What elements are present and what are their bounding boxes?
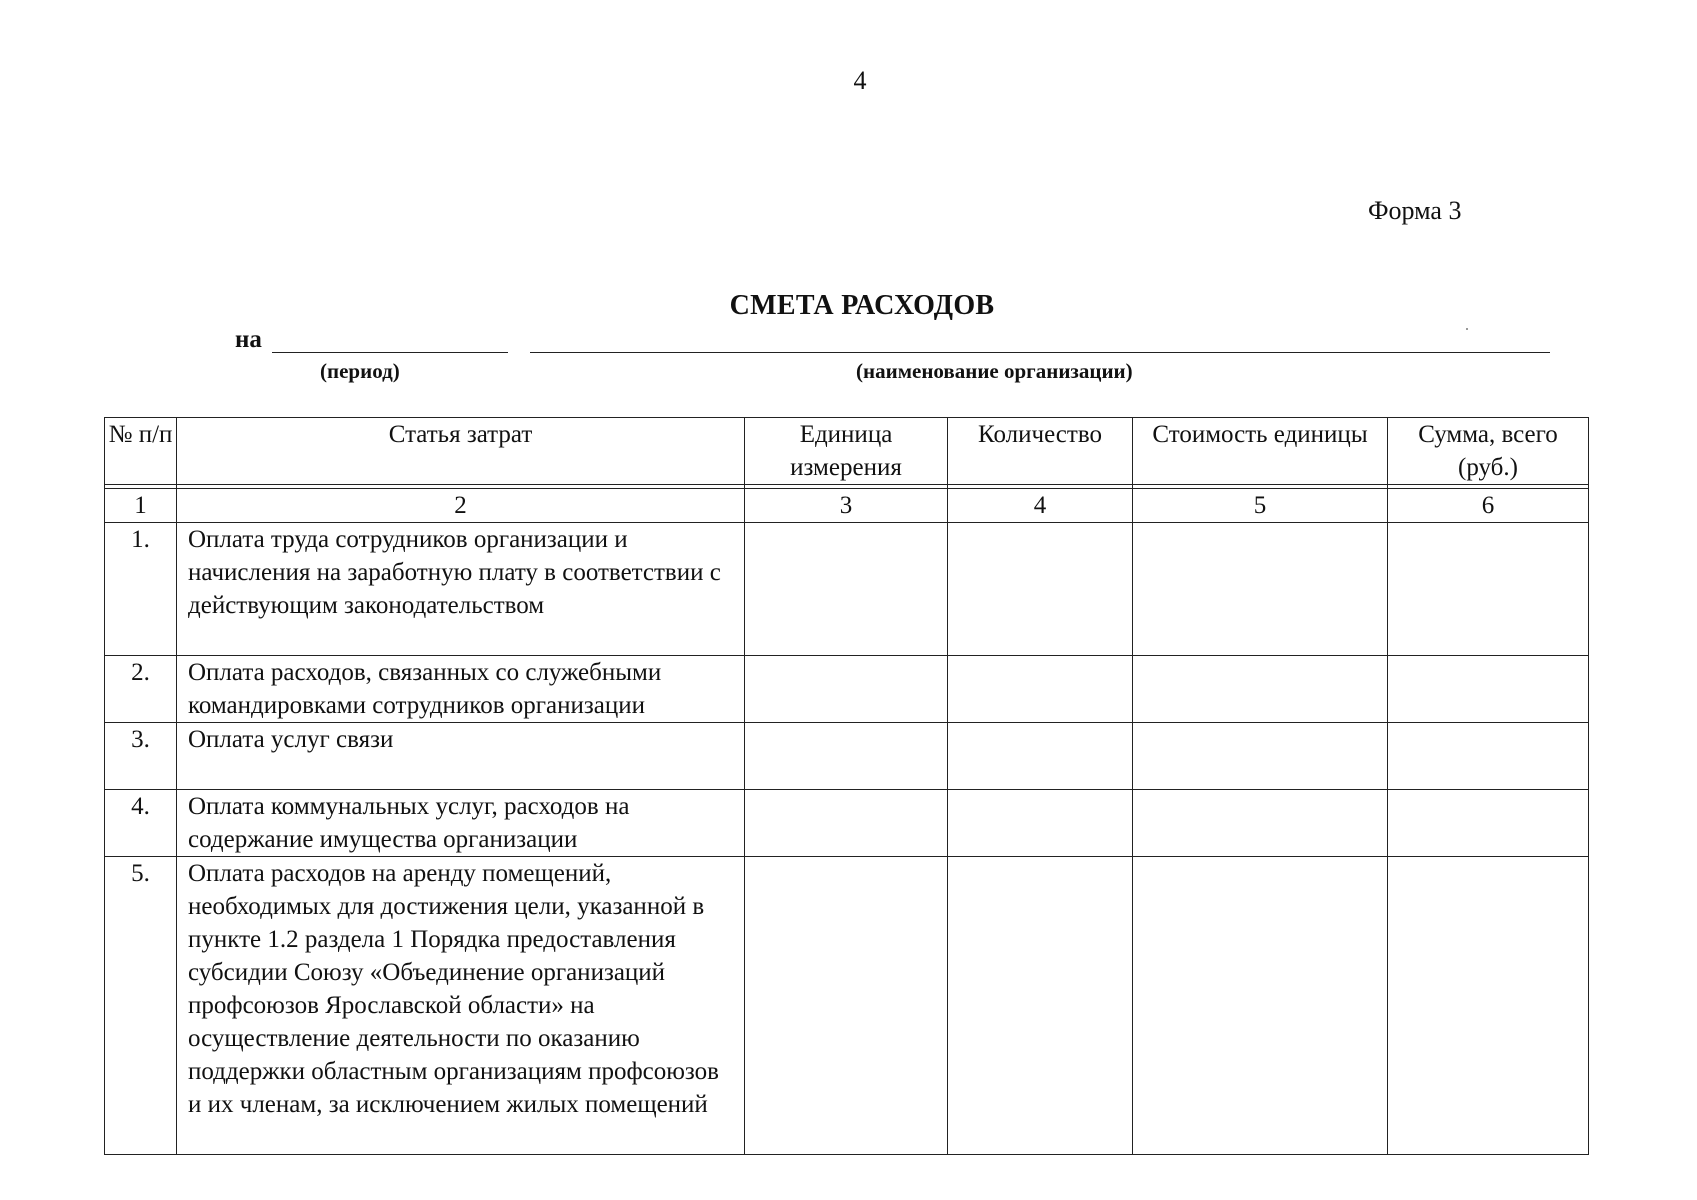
- unit-cell[interactable]: [745, 723, 948, 790]
- unit-cost-cell[interactable]: [1133, 857, 1388, 1155]
- row-number: 1.: [105, 523, 177, 656]
- total-cell[interactable]: [1388, 790, 1589, 857]
- header-total: Сумма, всего (руб.): [1388, 418, 1589, 485]
- unit-cell[interactable]: [745, 523, 948, 656]
- header-unit-cost: Стоимость единицы: [1133, 418, 1388, 485]
- row-number: 4.: [105, 790, 177, 857]
- total-cell[interactable]: [1388, 523, 1589, 656]
- expense-item: Оплата услуг связи: [177, 723, 745, 790]
- unit-cost-cell[interactable]: [1133, 656, 1388, 723]
- page-number: 4: [853, 66, 867, 95]
- quantity-cell[interactable]: [948, 523, 1133, 656]
- header-unit: Единица измерения: [745, 418, 948, 485]
- organization-caption: (наименование организации): [856, 359, 1133, 383]
- table-header-row: [105, 418, 1589, 485]
- header-number: № п/п: [105, 418, 177, 485]
- column-number: 1: [105, 489, 177, 523]
- organization-blank-line[interactable]: [530, 352, 1550, 353]
- scan-speck: [1466, 328, 1468, 330]
- unit-cell[interactable]: [745, 656, 948, 723]
- column-number: 3: [745, 489, 948, 523]
- expense-table-container: [104, 417, 1588, 1155]
- expense-table: [104, 417, 1589, 1155]
- quantity-cell[interactable]: [948, 656, 1133, 723]
- table-row: [105, 857, 1589, 1155]
- period-caption: (период): [320, 359, 400, 383]
- form-label: Форма 3: [1368, 196, 1462, 225]
- column-number: 6: [1388, 489, 1589, 523]
- table-row: [105, 656, 1589, 723]
- document-title: СМЕТА РАСХОДОВ: [729, 290, 995, 321]
- unit-cell[interactable]: [745, 790, 948, 857]
- unit-cost-cell[interactable]: [1133, 523, 1388, 656]
- column-number: 4: [948, 489, 1133, 523]
- quantity-cell[interactable]: [948, 723, 1133, 790]
- expense-item: Оплата расходов, связанных со служебными командировками сотрудников организации: [177, 656, 745, 723]
- table-row: [105, 523, 1589, 656]
- quantity-cell[interactable]: [948, 790, 1133, 857]
- column-number-row: [105, 489, 1589, 523]
- unit-cell[interactable]: [745, 857, 948, 1155]
- column-number: 5: [1133, 489, 1388, 523]
- period-prefix: на: [235, 326, 262, 353]
- row-number: 3.: [105, 723, 177, 790]
- row-number: 5.: [105, 857, 177, 1155]
- total-cell[interactable]: [1388, 857, 1589, 1155]
- unit-cost-cell[interactable]: [1133, 723, 1388, 790]
- unit-cost-cell[interactable]: [1133, 790, 1388, 857]
- row-number: 2.: [105, 656, 177, 723]
- total-cell[interactable]: [1388, 723, 1589, 790]
- expense-item: Оплата коммунальных услуг, расходов на содержание имущества организации: [177, 790, 745, 857]
- quantity-cell[interactable]: [948, 857, 1133, 1155]
- total-cell[interactable]: [1388, 656, 1589, 723]
- expense-item: Оплата расходов на аренду помещений, необходимых для достижения цели, указанной в пункте 1.2 раздела 1 Порядка предоставления субсидии Союзу «Объединение организаций профсоюзов Ярославской области» на осуществление деятельности по оказанию поддержки областным организациям профсоюзов и их членам, за исключением жилых помещений: [177, 857, 745, 1155]
- table-row: [105, 723, 1589, 790]
- period-blank-line[interactable]: [272, 352, 508, 353]
- table-row: [105, 790, 1589, 857]
- column-number: 2: [177, 489, 745, 523]
- header-expense-item: Статья затрат: [177, 418, 745, 485]
- expense-item: Оплата труда сотрудников организации и начисления на заработную плату в соответствии с действующим законодательством: [177, 523, 745, 656]
- header-quantity: Количество: [948, 418, 1133, 485]
